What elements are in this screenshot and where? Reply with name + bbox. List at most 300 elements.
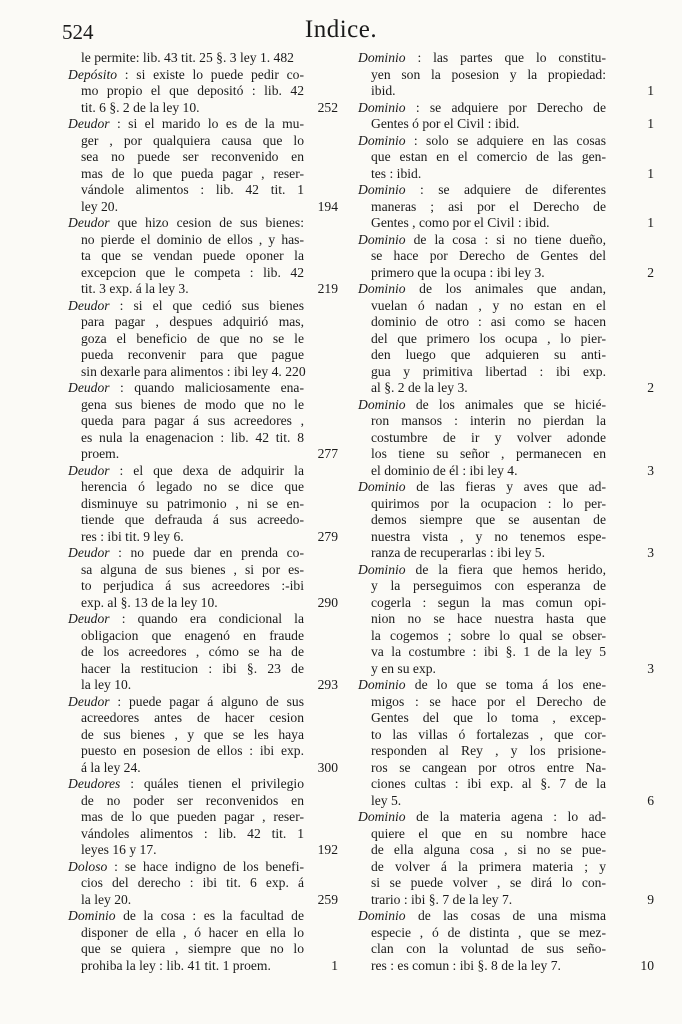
entry-text: vándoles alimentos : lib. 42 tit. 1 (81, 825, 304, 841)
entry-line (68, 908, 338, 925)
index-entry (358, 908, 654, 974)
entry-line (358, 182, 640, 199)
entry-text: quirimos por la ocupacion : lo per- (371, 495, 606, 511)
entry-text: tes : ibid. (371, 165, 422, 181)
entry-text: ta que se vendan puede oponer la (81, 248, 304, 263)
entry-line (358, 298, 640, 315)
entry-headword: Dominio (358, 809, 406, 824)
page-reference: 300 (317, 759, 338, 775)
entry-text: responden al Rey , y los prisione- (371, 743, 606, 758)
entry-headword: Deudor (68, 545, 110, 560)
entry-line (68, 826, 338, 843)
entry-text: obligacion que enagenó en fraude (81, 627, 304, 643)
entry-line (358, 859, 640, 876)
index-entry (68, 215, 338, 298)
page-reference: 277 (317, 446, 338, 461)
index-entry (358, 99, 654, 133)
entry-line (68, 116, 338, 133)
entry-line (358, 149, 640, 166)
entry-line (68, 760, 338, 777)
entry-headword: Deudor (68, 297, 110, 313)
entry-text: : si existe lo puede pedir co- (117, 66, 304, 82)
index-entry (68, 298, 338, 381)
entry-line (68, 611, 338, 628)
entry-text: y la perseguimos con esperanza de (371, 578, 606, 593)
page-reference: 1 (647, 165, 654, 181)
entry-text: : quáles tienen el privilegio (120, 776, 304, 791)
entry-line (358, 364, 640, 381)
entry-line (358, 83, 640, 100)
page-reference: 3 (647, 545, 654, 560)
entry-line (358, 875, 640, 892)
entry-text: que estan en el comercio de las gen- (371, 149, 606, 164)
entry-line (68, 430, 338, 447)
entry-text: Gentes , como por el Civil : ibid. (371, 215, 550, 230)
entry-line (358, 727, 640, 744)
entry-headword: Dominio (358, 182, 406, 197)
entry-text: sin dexarle para alimentos : ibi ley 4. 220 (81, 363, 306, 379)
entry-headword: Dominio (358, 908, 406, 923)
entry-text: de las fieras y aves que ad- (405, 479, 606, 494)
page-reference: 192 (317, 842, 338, 857)
page-reference: 2 (647, 264, 654, 280)
entry-line (358, 463, 640, 480)
entry-line (358, 925, 640, 942)
page-reference: 9 (647, 891, 654, 907)
entry-text: para pagar , despues adquirió mas, (81, 314, 304, 329)
index-entry (68, 463, 338, 546)
entry-text: ciones cultas : ibi exp. al §. 7 de la (371, 776, 606, 791)
entry-line (68, 925, 338, 942)
entry-text: del que primero los ocupa , lo pier- (371, 330, 606, 346)
entry-line (68, 248, 338, 265)
entry-text: de sus bienes , y que se les haya (81, 726, 304, 742)
page-reference: 293 (317, 677, 338, 692)
entry-text: migos : se hace por el Derecho de (371, 693, 606, 709)
entry-text: á la ley 24. (81, 759, 141, 775)
entry-line (68, 281, 338, 298)
entry-line (358, 842, 640, 859)
entry-text: si se puede volver , se dirá lo con- (371, 875, 606, 890)
entry-text: : las partes que lo constitu- (405, 50, 606, 65)
entry-line (358, 496, 640, 513)
entry-line (358, 595, 640, 612)
page-reference: 1 (331, 957, 338, 973)
entry-line (358, 265, 640, 282)
entry-line (68, 166, 338, 183)
entry-text: nuestra vista , y no tenemos espe- (371, 528, 606, 544)
entry-headword: Deudor (68, 116, 110, 131)
entry-text: : puede pagar á alguno de sus (109, 693, 304, 709)
entry-text: excepcion que le competa : lib. 42 (81, 264, 304, 280)
entry-text: res : ibi tit. 9 ley 6. (81, 528, 184, 544)
entry-line (68, 628, 338, 645)
entry-line (68, 710, 338, 727)
entry-line (68, 265, 338, 282)
entry-headword: Deudor (68, 380, 110, 395)
entry-text: tit. 6 §. 2 de la ley 10. (81, 99, 200, 115)
entry-text: clan con la voluntad de sus seño- (371, 941, 606, 956)
entry-line (68, 331, 338, 348)
entry-text: que hizo cesion de sus bienes: (109, 215, 304, 230)
entry-text: ros se cangean por otros entre Na- (371, 759, 606, 775)
entry-line (68, 100, 338, 117)
entry-text: no pierde el dominio de ellos , y has- (81, 231, 304, 247)
entry-line (358, 710, 640, 727)
entry-text: de la materia agena : lo ad- (405, 809, 606, 824)
running-title: Indice. (304, 16, 378, 43)
entry-text: vuelan ó nadan , y no estan en el (371, 297, 606, 313)
entry-headword: Deudor (68, 462, 110, 478)
entry-line (358, 512, 640, 529)
entry-line (358, 116, 640, 133)
entry-line (358, 908, 640, 925)
index-entry (358, 132, 654, 183)
entry-line (68, 380, 338, 397)
entry-line (68, 50, 338, 67)
entry-line (68, 133, 338, 150)
entry-line (358, 133, 640, 150)
entry-text: y en su exp. (371, 660, 436, 676)
entry-line (358, 809, 640, 826)
entry-line (68, 446, 338, 463)
entry-line (358, 166, 640, 183)
entry-line (68, 595, 338, 612)
entry-text: prohiba la ley : lib. 41 tit. 1 proem. (81, 957, 271, 973)
entry-text: de las cosas de una misma (405, 908, 606, 923)
entry-text: : se adquiere de diferentes (405, 182, 606, 197)
entry-text: proem. (81, 446, 120, 461)
entry-line (68, 809, 338, 826)
entry-headword: Dominio (68, 908, 116, 923)
entry-line (68, 149, 338, 166)
entry-headword: Dominio (358, 396, 406, 412)
entry-line (358, 529, 640, 546)
entry-line (358, 446, 640, 463)
entry-line (68, 562, 338, 579)
entry-line (358, 67, 640, 84)
page-reference: 219 (317, 281, 338, 296)
entry-text: goza el beneficio de que no se le (81, 330, 304, 346)
entry-text: leyes 16 y 17. (81, 842, 157, 857)
entry-line (358, 892, 640, 909)
entry-line (358, 760, 640, 777)
entry-text: ger , por qualquiera causa que lo (81, 132, 304, 148)
entry-line (68, 545, 338, 562)
entry-text: puesto en posesion de ellos : ibi exp. (81, 743, 304, 758)
index-entry (68, 50, 338, 67)
entry-line (358, 215, 640, 232)
index-column-left (68, 50, 338, 974)
page-reference: 1 (647, 215, 654, 230)
index-entry (68, 116, 338, 215)
entry-text: de la cosa : es la facultad de (115, 908, 304, 923)
entry-text: se hace por Derecho de Gentes del (371, 248, 606, 263)
entry-text: queda para pagar á sus acreedores , (81, 413, 304, 428)
index-entry (358, 396, 654, 480)
entry-text: dominio de otro : asi como se hacen (371, 314, 606, 329)
entry-text: de ella alguna cosa , si no se pue- (371, 842, 606, 857)
entry-headword: Dominio (358, 99, 406, 115)
entry-text: ranza de recuperarlas : ibi ley 5. (371, 545, 545, 560)
entry-text: el dominio de él : ibi ley 4. (371, 462, 518, 478)
page-reference: 3 (647, 660, 654, 676)
entry-headword: Doloso (68, 858, 108, 874)
entry-line (68, 727, 338, 744)
entry-text: mo propio el que depositó : lib. 42 (81, 83, 304, 98)
entry-headword: Dominio (358, 281, 406, 296)
entry-line (68, 496, 338, 513)
entry-line (358, 644, 640, 661)
entry-line (68, 578, 338, 595)
entry-line (68, 314, 338, 331)
entry-text: los tiene su señor , permanecen en (371, 446, 606, 461)
entry-line (358, 776, 640, 793)
entry-text: pueda reconvenir para que pague (81, 347, 304, 362)
entry-text: tit. 3 exp. á la ley 3. (81, 281, 189, 296)
entry-headword: Deudor (68, 611, 110, 626)
entry-text: Gentes del que lo toma , excep- (371, 710, 606, 725)
entry-text: de los acreedores , cómo se ha de (81, 644, 304, 659)
entry-line (68, 182, 338, 199)
index-entry (68, 908, 338, 974)
entry-text: especie , ó de distinta , que se mez- (371, 924, 606, 940)
entry-text: : quando maliciosamente ena- (109, 380, 304, 395)
entry-headword: Dominio (358, 479, 406, 494)
page-reference: 1 (647, 116, 654, 131)
entry-line (358, 347, 640, 364)
entry-text: Gentes ó por el Civil : ibid. (371, 116, 520, 131)
entry-text: maneras ; asi por el Derecho de (371, 198, 606, 214)
entry-line (68, 463, 338, 480)
entry-text: mas de lo que pueden pagar , reser- (81, 809, 304, 824)
entry-line (68, 776, 338, 793)
index-entry (358, 281, 654, 397)
entry-headword: Dominio (358, 677, 406, 692)
entry-headword: Deudores (68, 776, 121, 791)
page-reference: 279 (317, 528, 338, 544)
entry-line (68, 661, 338, 678)
entry-text: : quando era condicional la (109, 611, 304, 626)
entry-line (358, 380, 640, 397)
entry-line (358, 743, 640, 760)
entry-text: to perjudica á sus acreedores :-ibi (81, 578, 304, 593)
entry-line (358, 50, 640, 67)
entry-line (68, 875, 338, 892)
entry-line (358, 199, 640, 216)
entry-text: gua y primitiva libertad : ibi exp. (371, 363, 606, 379)
entry-text: : se hace indigno de los benefi- (107, 858, 304, 874)
page-reference: 252 (317, 99, 338, 115)
index-column-right (358, 50, 654, 974)
entry-text: vándole alimentos : lib. 42 tit. 1 (81, 182, 304, 197)
entry-text: hacer la restitucion : ibi §. 23 de (81, 660, 304, 676)
entry-line (68, 83, 338, 100)
entry-text: de la cosa : si no tiene dueño, (405, 231, 606, 247)
entry-text: gena sus bienes de modo que no le (81, 396, 304, 412)
entry-text: : si el marido lo es de la mu- (109, 116, 304, 131)
entry-text: que se quiera , siempre que no lo (81, 941, 304, 956)
index-entry (68, 67, 338, 117)
page-reference: 2 (647, 380, 654, 395)
entry-text: disponer de ella , ó hacer en ella lo (81, 924, 304, 940)
entry-text: sea no puede ser reconvenido en (81, 149, 304, 164)
entry-line (358, 479, 640, 496)
index-entry (68, 545, 338, 611)
entry-text: de los animales que andan, (405, 281, 606, 296)
entry-line (358, 413, 640, 430)
index-entry (68, 776, 338, 859)
entry-text: trario : ibi §. 7 de la ley 7. (371, 891, 513, 907)
index-entry (68, 380, 338, 463)
entry-text: to las villas ó fortalezas , que cor- (371, 726, 606, 742)
page-reference: 6 (647, 792, 654, 808)
entry-text: es nula la enagenacion : lib. 42 tit. 8 (81, 429, 304, 445)
entry-text: den luego que adquieren su anti- (371, 347, 606, 362)
entry-text: : si el que cedió sus bienes (109, 297, 304, 313)
entry-line (358, 331, 640, 348)
entry-headword: Deudor (68, 693, 110, 709)
entry-line (68, 215, 338, 232)
index-entry (358, 479, 654, 562)
entry-line (358, 100, 640, 117)
entry-line (68, 842, 338, 859)
entry-line (68, 397, 338, 414)
entry-line (68, 859, 338, 876)
entry-text: : no puede dar en prenda co- (109, 545, 304, 560)
entry-text: costumbre de ir y volver adonde (371, 429, 606, 445)
entry-headword: Depósito (68, 66, 118, 82)
entry-text: de los animales que se hicié- (405, 396, 606, 412)
entry-line (358, 562, 640, 579)
entry-line (358, 281, 640, 298)
entry-line (358, 397, 640, 414)
index-entry (358, 231, 654, 282)
entry-text: tiende que defrauda á sus acreedo- (81, 512, 304, 527)
entry-line (68, 347, 338, 364)
index-entry (358, 677, 654, 809)
entry-line (358, 826, 640, 843)
entry-line (68, 958, 338, 975)
index-entry (358, 809, 654, 908)
entry-text: la ley 10. (81, 677, 132, 692)
entry-line (358, 628, 640, 645)
index-entry (358, 561, 654, 678)
index-entry (68, 611, 338, 694)
page-reference: 3 (647, 462, 654, 478)
entry-text: : solo se adquiere en las cosas (405, 132, 606, 148)
page-reference: 259 (317, 891, 338, 907)
entry-text: primero que la ocupa : ibi ley 3. (371, 264, 545, 280)
entry-line (68, 644, 338, 661)
entry-line (68, 941, 338, 958)
entry-text: de volver á la primera materia ; y (371, 858, 606, 874)
entry-line (68, 793, 338, 810)
entry-line (68, 232, 338, 249)
entry-line (358, 314, 640, 331)
entry-text: la ley 20. (81, 891, 132, 907)
entry-line (68, 199, 338, 216)
entry-line (358, 611, 640, 628)
entry-text: cios del derecho : ibi tit. 6 exp. á (81, 875, 304, 890)
entry-text: yen son la posesion y la propiedad: (371, 66, 606, 82)
entry-line (68, 298, 338, 315)
entry-line (358, 545, 640, 562)
page-number: 524 (62, 20, 94, 44)
entry-text: exp. al §. 13 de la ley 10. (81, 594, 218, 610)
entry-text: ron mansos : interin no pierdan la (371, 413, 606, 428)
entry-text: : el que dexa de adquirir la (109, 462, 304, 478)
entry-line (358, 430, 640, 447)
page-reference: 194 (317, 198, 338, 214)
entry-text: ley 5. (371, 792, 402, 808)
entry-text: res : es comun : ibi §. 8 de la ley 7. (371, 957, 561, 973)
index-entry (68, 694, 338, 777)
entry-headword: Deudor (68, 215, 110, 230)
entry-line (68, 677, 338, 694)
entry-text: cogerla : segun la mas comun opi- (371, 594, 606, 610)
entry-line (358, 958, 640, 975)
entry-headword: Dominio (358, 231, 406, 247)
entry-line (68, 512, 338, 529)
entry-text: la cogemos ; sobre lo qual se obser- (371, 627, 606, 643)
entry-text: de lo que se toma á los ene- (405, 677, 606, 692)
entry-line (358, 941, 640, 958)
entry-text: ley 20. (81, 198, 118, 214)
page-reference: 1 (647, 83, 654, 98)
entry-text: : se adquiere por Derecho de (405, 99, 606, 115)
index-entry (68, 859, 338, 909)
entry-text: de la fiera que hemos herido, (405, 561, 606, 577)
entry-text: nion no se hace nuestra hasta que (371, 611, 606, 626)
entry-line (358, 248, 640, 265)
entry-text: quiere el que en su nombre hace (371, 825, 606, 841)
entry-line (68, 743, 338, 760)
entry-line (68, 364, 338, 381)
entry-line (358, 694, 640, 711)
entry-line (358, 578, 640, 595)
entry-line (68, 67, 338, 84)
page-reference: 10 (640, 957, 654, 973)
entry-text: le permite: lib. 43 tit. 25 §. 3 ley 1. 482 (81, 50, 294, 65)
entry-text: va la costumbre : ibi §. 1 de la ley 5 (371, 644, 606, 659)
entry-headword: Dominio (358, 50, 406, 65)
entry-text: de no poder ser reconvenidos en (81, 792, 304, 808)
entry-line (68, 413, 338, 430)
entry-line (68, 892, 338, 909)
entry-text: demos siempre que se ausentan de (371, 512, 606, 527)
index-entry (358, 50, 654, 100)
entry-text: mas de lo que pueda pagar , reser- (81, 165, 304, 181)
entry-line (358, 661, 640, 678)
entry-text: acreedores antes de hacer cesion (81, 710, 304, 725)
entry-line (68, 694, 338, 711)
page-reference: 290 (317, 594, 338, 610)
entry-text: disminuye su patrimonio , ni se en- (81, 495, 304, 511)
entry-line (358, 232, 640, 249)
entry-text: ibid. (371, 83, 396, 98)
entry-text: al §. 2 de la ley 3. (371, 380, 468, 395)
entry-line (68, 479, 338, 496)
entry-line (68, 529, 338, 546)
entry-line (358, 677, 640, 694)
entry-line (358, 793, 640, 810)
index-entry (358, 182, 654, 232)
entry-headword: Dominio (358, 132, 406, 148)
entry-text: herencia ó legado no se dice que (81, 479, 304, 494)
entry-text: sa alguna de sus bienes , si por es- (81, 561, 304, 577)
entry-headword: Dominio (358, 561, 406, 577)
